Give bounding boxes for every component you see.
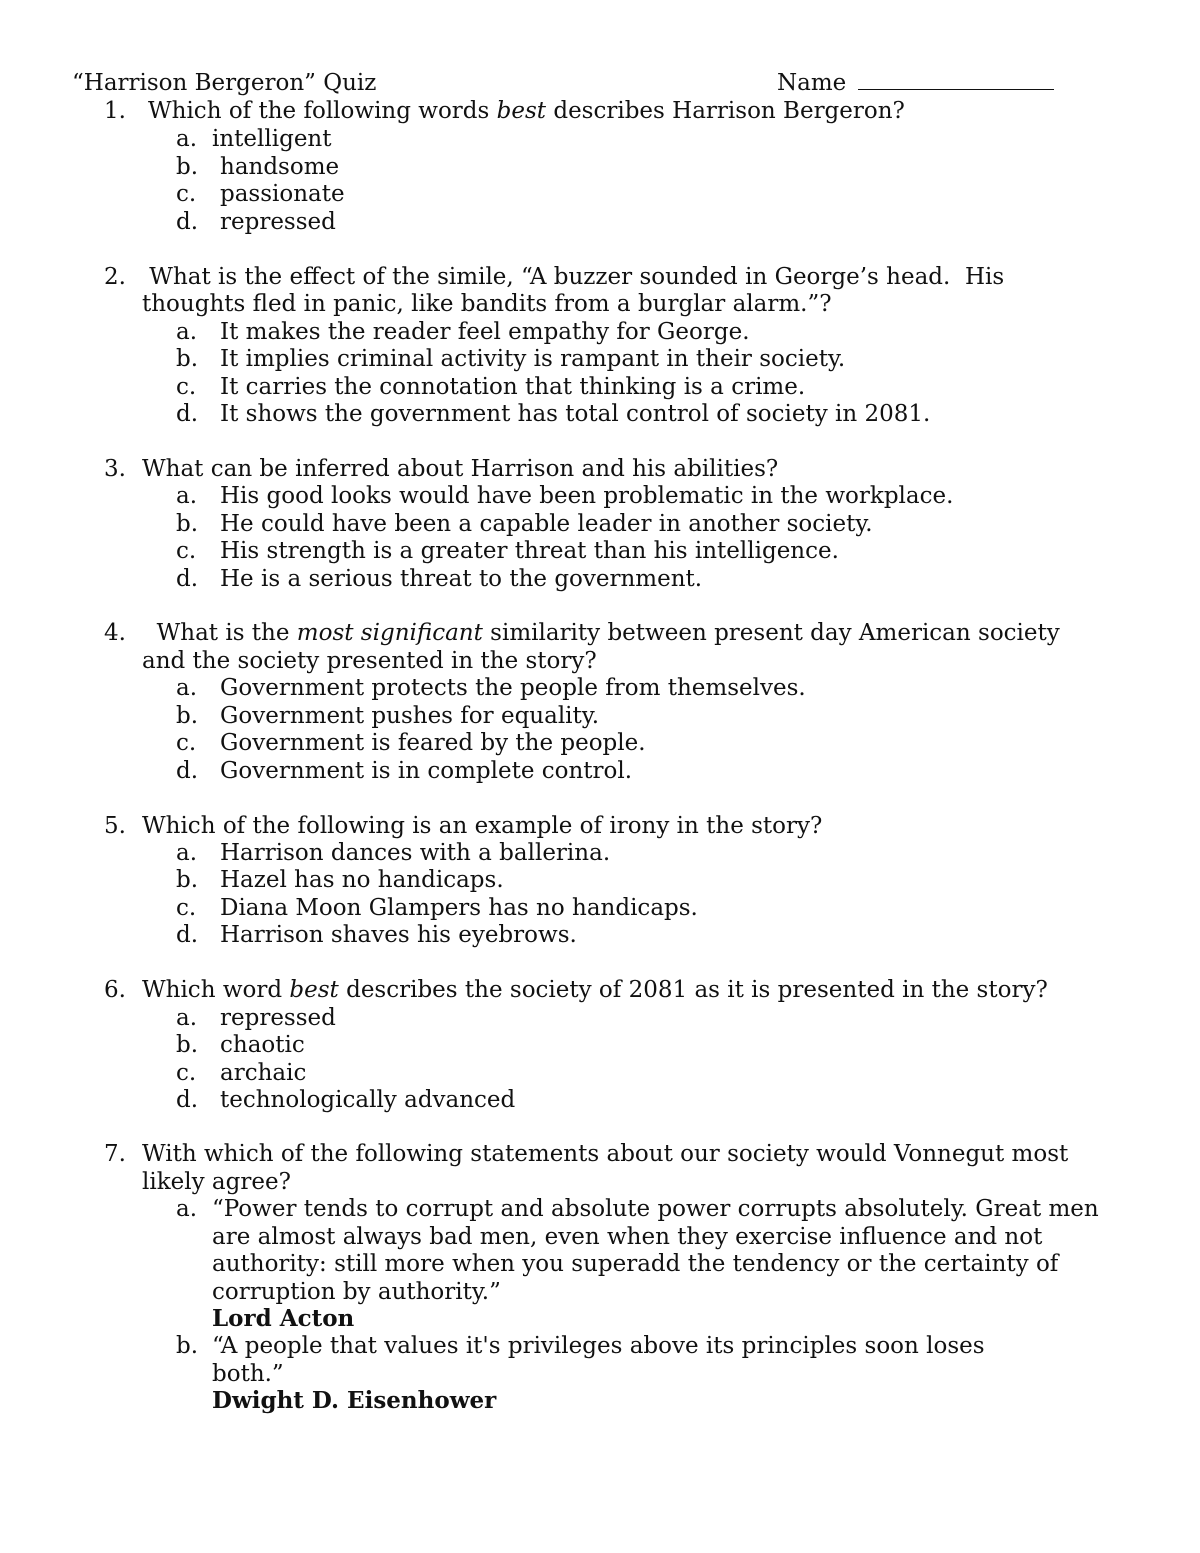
option-letter: c.: [176, 538, 197, 564]
option-text: intelligent: [212, 126, 332, 152]
option-text: chaotic: [220, 1032, 305, 1058]
question-text: Which of the following is an example of irony in the story?: [142, 813, 823, 839]
option-text: He is a serious threat to the government.: [220, 566, 703, 592]
quiz-title: “Harrison Bergeron” Quiz: [72, 70, 377, 96]
quote-line: “Power tends to corrupt and absolute power corrupts absolutely. Great men: [212, 1196, 1099, 1222]
quote-line: both.”: [212, 1361, 284, 1387]
question-number: 1.: [104, 98, 126, 124]
question-number: 2.: [104, 264, 126, 290]
option-letter: d.: [176, 566, 199, 592]
option-letter: d.: [176, 401, 199, 427]
option-text: He could have been a capable leader in another society.: [220, 511, 873, 537]
option-letter: a.: [176, 675, 198, 701]
question-text-continued: and the society presented in the story?: [142, 648, 597, 674]
name-field: [777, 68, 1054, 98]
option-letter: c.: [176, 1060, 197, 1086]
option-letter: a.: [176, 126, 198, 152]
option-letter: b.: [176, 1333, 199, 1359]
option-letter: a.: [176, 483, 198, 509]
question-number: 3.: [104, 456, 126, 482]
option-text: Government is feared by the people.: [220, 730, 646, 756]
option-text: His good looks would have been problematic in the workplace.: [220, 483, 954, 509]
option-letter: b.: [176, 154, 199, 180]
quote-line: corruption by authority.”: [212, 1279, 501, 1305]
option-letter: a.: [176, 319, 198, 345]
option-letter: d.: [176, 922, 199, 948]
option-letter: a.: [176, 1005, 198, 1031]
option-text: Harrison shaves his eyebrows.: [220, 922, 577, 948]
question-number: 6.: [104, 977, 126, 1003]
option-letter: b.: [176, 703, 199, 729]
question-number: 5.: [104, 813, 126, 839]
option-text: His strength is a greater threat than his intelligence.: [220, 538, 839, 564]
option-text: Government is in complete control.: [220, 758, 633, 784]
option-text: It carries the connotation that thinking is a crime.: [220, 374, 806, 400]
option-text: Government protects the people from themselves.: [220, 675, 806, 701]
option-text: Government pushes for equality.: [220, 703, 600, 729]
option-text: Diana Moon Glampers has no handicaps.: [220, 895, 698, 921]
question-text-continued: thoughts fled in panic, like bandits from a burglar alarm.”?: [142, 291, 832, 317]
option-text: It shows the government has total control of society in 2081.: [220, 401, 931, 427]
option-letter: d.: [176, 1087, 199, 1113]
question-text-continued: likely agree?: [142, 1169, 291, 1195]
option-letter: b.: [176, 1032, 199, 1058]
option-letter: d.: [176, 758, 199, 784]
name-label: Name: [777, 70, 847, 96]
question-number: 4.: [104, 620, 126, 646]
quiz-header: [72, 68, 1072, 98]
option-text: handsome: [220, 154, 340, 180]
option-letter: a.: [176, 840, 198, 866]
question-number: 7.: [104, 1141, 126, 1167]
option-letter: d.: [176, 209, 199, 235]
question-text: With which of the following statements about our society would Vonnegut most: [142, 1141, 1069, 1167]
option-text: It makes the reader feel empathy for George.: [220, 319, 750, 345]
question-text: What is the effect of the simile, “A buzzer sounded in George’s head. His: [142, 264, 1005, 290]
question-text: What is the most significant similarity between present day American society: [142, 620, 1060, 646]
option-letter: b.: [176, 867, 199, 893]
question-text: Which word best describes the society of 2081 as it is presented in the story?: [142, 977, 1048, 1003]
quote-line: “A people that values it's privileges above its principles soon loses: [212, 1333, 985, 1359]
option-letter: c.: [176, 181, 197, 207]
quote-line: are almost always bad men, even when they exercise influence and not: [212, 1224, 1043, 1250]
option-letter: b.: [176, 511, 199, 537]
question-text: What can be inferred about Harrison and his abilities?: [142, 456, 779, 482]
option-letter: b.: [176, 346, 199, 372]
option-letter: c.: [176, 730, 197, 756]
question-text: Which of the following words best describes Harrison Bergeron?: [148, 98, 905, 124]
quote-line: authority: still more when you superadd the tendency or the certainty of: [212, 1251, 1059, 1277]
option-text: passionate: [220, 181, 345, 207]
option-text: Harrison dances with a ballerina.: [220, 840, 611, 866]
quote-author: Dwight D. Eisenhower: [212, 1387, 497, 1414]
option-text: archaic: [220, 1060, 307, 1086]
option-letter: a.: [176, 1196, 198, 1222]
option-text: technologically advanced: [220, 1087, 516, 1113]
option-text: Hazel has no handicaps.: [220, 867, 504, 893]
option-letter: c.: [176, 374, 197, 400]
option-text: repressed: [220, 209, 336, 235]
option-letter: c.: [176, 895, 197, 921]
quote-author: Lord Acton: [212, 1305, 355, 1332]
name-blank-line[interactable]: [858, 68, 1054, 90]
option-text: repressed: [220, 1005, 336, 1031]
option-text: It implies criminal activity is rampant in their society.: [220, 346, 846, 372]
